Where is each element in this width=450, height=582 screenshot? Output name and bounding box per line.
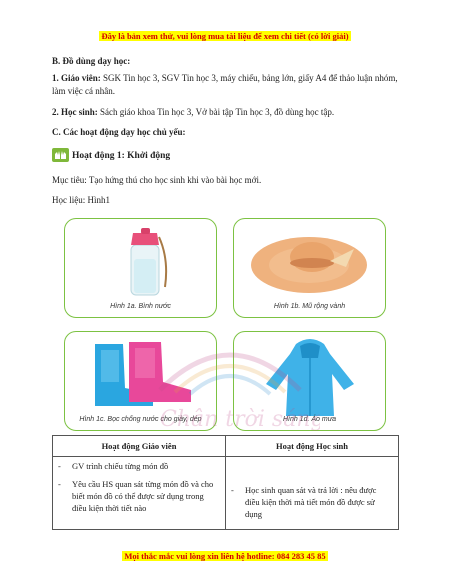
student-activities-cell — [226, 457, 399, 530]
figure-caption: Hình 1b. Mũ rộng vành — [273, 303, 346, 310]
teacher-materials — [52, 72, 407, 98]
activity-title: Hoạt động 1: Khởi động — [72, 151, 171, 161]
figure-caption: Hình 1d. Áo mưa — [282, 416, 337, 423]
section-c-heading: C. Các hoạt động dạy học chủ yếu: — [52, 127, 186, 137]
student-text: Sách giáo khoa Tin học 3, Vở bài tập Tin học 3, đồ dùng học tập. — [97, 107, 335, 117]
section-b-heading: B. Đồ dùng dạy học: — [52, 56, 131, 66]
hands-icon — [52, 148, 69, 162]
hotline-text: Mọi thắc mắc vui lòng xin liên hệ hotline: 084 283 45 85 — [124, 551, 326, 561]
list-item: - Yêu cầu HS quan sát từng món đồ và cho biết món đồ có thể được sử dụng trong điều kiện thời tiết nào — [58, 479, 214, 513]
list-item: - Học sinh quan sát và trả lời : nêu được điều kiện thời mà tiết món đồ được sử dụng — [231, 485, 377, 519]
teacher-text: SGK Tin học 3, SGV Tin học 3, máy chiếu, bảng lớn, giấy A4 để thảo luận nhóm, làm việc cá nhân. — [52, 73, 398, 96]
teacher-activities-cell — [53, 457, 226, 530]
svg-text:Chân trời sáng tạo: Chân trời sáng — [160, 407, 320, 432]
figure-caption: Hình 1c. Bọc chống nước cho giày, dép — [79, 416, 202, 423]
student-label: 2. Học sinh: — [52, 107, 98, 117]
hotline-banner — [0, 546, 450, 564]
teacher-label: 1. Giáo viên: — [52, 73, 101, 83]
publisher-watermark — [140, 330, 320, 440]
activity-objective: Mục tiêu: Tạo hứng thú cho học sinh khi vào bài học mới. — [52, 175, 262, 185]
figure-wide-hat — [233, 218, 386, 318]
preview-notice-text: Đây là bản xem thử, vui lòng mua tài liệu để xem chi tiết (có lời giải) — [101, 31, 349, 41]
teacher-column-header: Hoạt động Giáo viên — [53, 436, 226, 457]
activity-materials: Học liệu: Hình1 — [52, 195, 110, 205]
figure-water-bottle — [64, 218, 217, 318]
student-column-header: Hoạt động Học sinh — [226, 436, 399, 457]
student-materials — [52, 106, 407, 119]
figure-caption: Hình 1a. Bình nước — [110, 303, 171, 310]
preview-notice-banner — [0, 26, 450, 44]
list-item: - GV trình chiếu từng món đồ — [58, 461, 169, 471]
activity-table — [52, 435, 399, 530]
